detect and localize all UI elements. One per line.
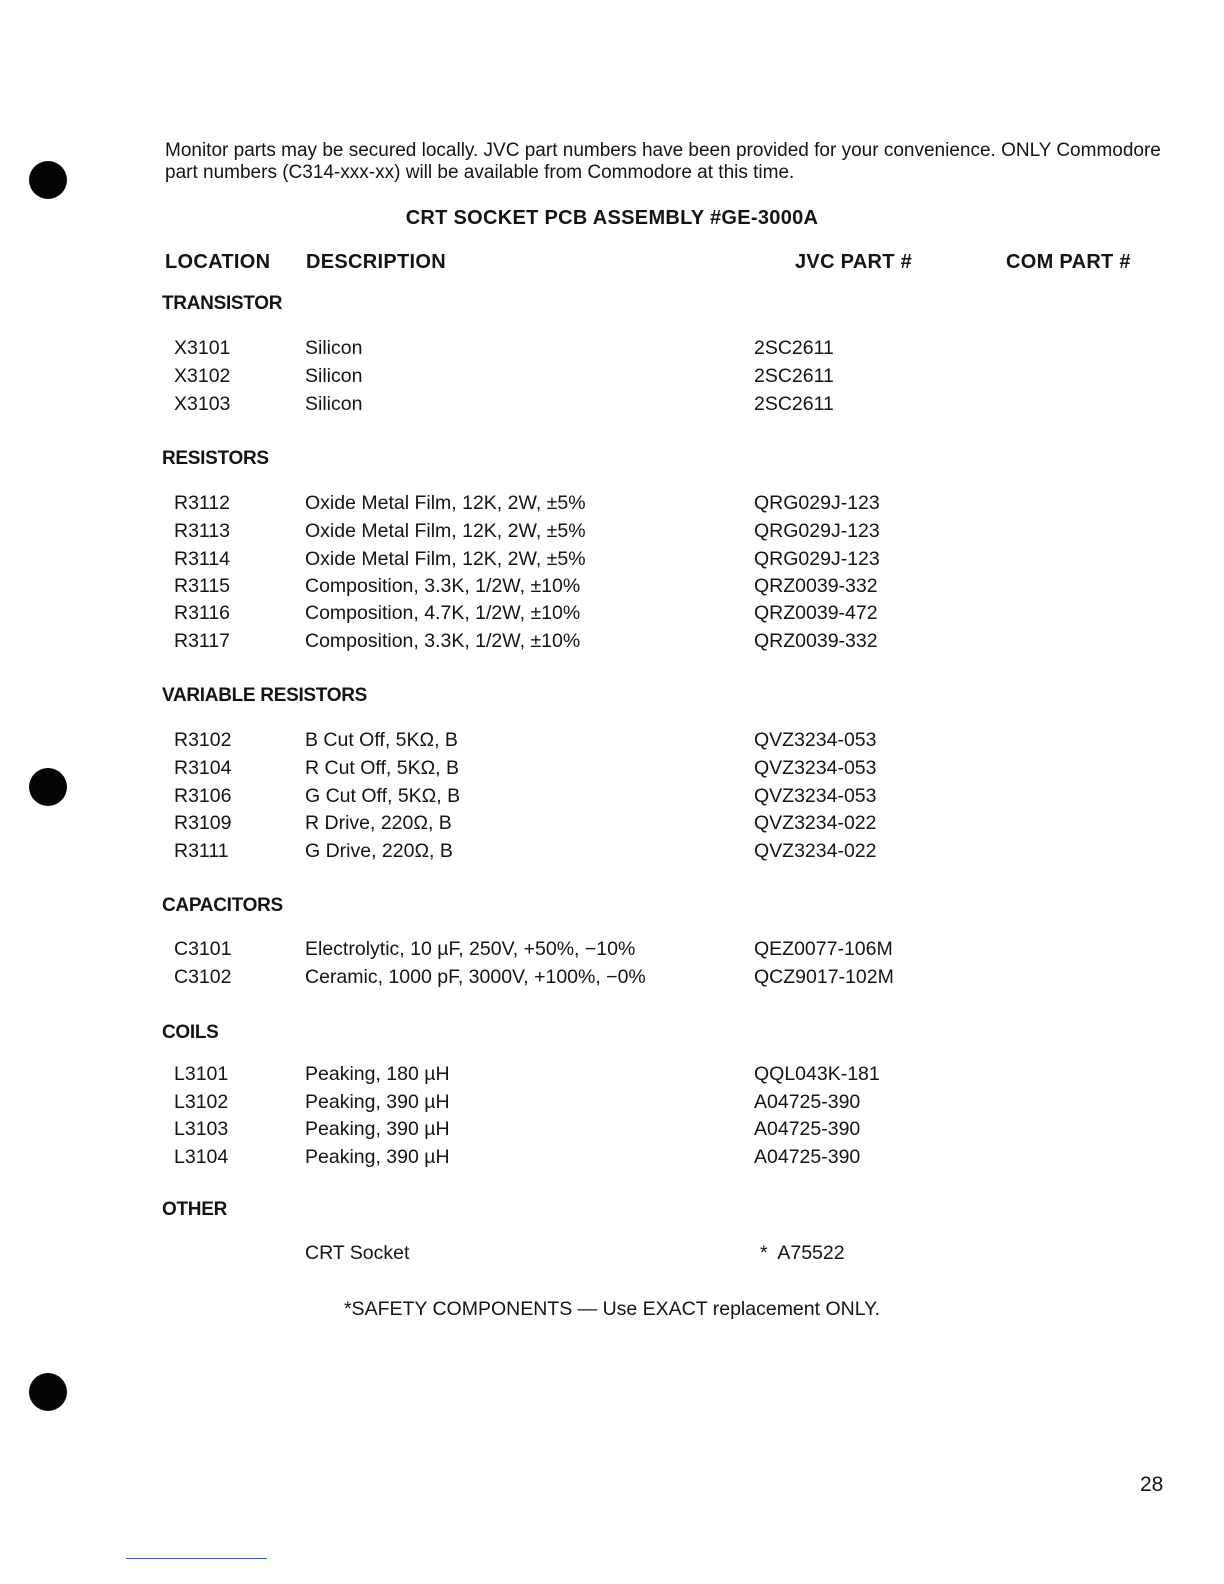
description-cell: CRT Socket xyxy=(305,1242,410,1264)
location-cell: R3111 xyxy=(174,840,229,862)
header-description: DESCRIPTION xyxy=(306,251,446,273)
table-row xyxy=(0,1063,1224,1091)
location-cell: X3101 xyxy=(174,337,231,359)
description-cell: Silicon xyxy=(305,365,363,387)
table-row xyxy=(0,729,1224,757)
footer-rule xyxy=(126,1558,267,1559)
jvc-part-cell: 2SC2611 xyxy=(754,365,834,387)
table-row xyxy=(0,548,1224,576)
section-heading-variable-resistors: VARIABLE RESISTORS xyxy=(162,685,368,706)
jvc-part-cell: QVZ3234-053 xyxy=(754,757,877,779)
table-row xyxy=(0,393,1224,421)
location-cell: R3112 xyxy=(174,492,231,514)
section-heading-other: OTHER xyxy=(162,1199,228,1220)
table-row xyxy=(0,520,1224,548)
header-jvc-part: JVC PART # xyxy=(795,251,913,273)
section-heading-capacitors: CAPACITORS xyxy=(162,895,283,916)
description-cell: Composition, 4.7K, 1/2W, ±10% xyxy=(305,602,581,624)
location-cell: R3106 xyxy=(174,785,232,807)
description-cell: B Cut Off, 5KΩ, B xyxy=(305,729,458,751)
jvc-part-cell: A04725-390 xyxy=(754,1091,861,1113)
page-number: 28 xyxy=(1140,1473,1164,1496)
jvc-part-cell: 2SC2611 xyxy=(754,393,834,415)
table-row xyxy=(0,492,1224,520)
table-row xyxy=(0,812,1224,840)
table-row xyxy=(0,966,1224,994)
description-cell: Oxide Metal Film, 12K, 2W, ±5% xyxy=(305,492,586,514)
location-cell: L3104 xyxy=(174,1146,229,1168)
table-row xyxy=(0,1146,1224,1174)
description-cell: R Cut Off, 5KΩ, B xyxy=(305,757,460,779)
description-cell: Peaking, 390 µH xyxy=(305,1146,450,1168)
jvc-part-cell: QVZ3234-053 xyxy=(754,785,877,807)
jvc-part-cell: A04725-390 xyxy=(754,1118,861,1140)
table-row xyxy=(0,630,1224,658)
table-row xyxy=(0,757,1224,785)
location-cell: C3102 xyxy=(174,966,232,988)
table-row xyxy=(0,365,1224,393)
jvc-part-cell: QEZ0077-106M xyxy=(754,938,893,960)
jvc-part-cell: QVZ3234-022 xyxy=(754,840,877,862)
location-cell: L3103 xyxy=(174,1118,229,1140)
description-cell: Electrolytic, 10 µF, 250V, +50%, −10% xyxy=(305,938,636,960)
table-row xyxy=(0,840,1224,868)
table-row xyxy=(0,1091,1224,1119)
description-cell: Peaking, 180 µH xyxy=(305,1063,450,1085)
binder-hole-bottom xyxy=(29,1373,67,1411)
description-cell: Oxide Metal Film, 12K, 2W, ±5% xyxy=(305,520,586,542)
location-cell: R3102 xyxy=(174,729,232,751)
description-cell: Silicon xyxy=(305,393,363,415)
intro-paragraph: Monitor parts may be secured locally. JVC part numbers have been provided for your convenience. ONLY Commodore part numbers (C314-xxx-xx) will be available from Commodore at this time. xyxy=(165,140,1161,183)
safety-note: *SAFETY COMPONENTS — Use EXACT replacement ONLY. xyxy=(343,1298,881,1320)
table-row xyxy=(0,602,1224,630)
location-cell: X3103 xyxy=(174,393,231,415)
location-cell: R3114 xyxy=(174,548,231,570)
location-cell: L3102 xyxy=(174,1091,229,1113)
jvc-part-cell: QRG029J-123 xyxy=(754,492,880,514)
table-row xyxy=(0,1242,1224,1270)
location-cell: R3109 xyxy=(174,812,232,834)
description-cell: Composition, 3.3K, 1/2W, ±10% xyxy=(305,630,581,652)
section-heading-resistors: RESISTORS xyxy=(162,448,269,469)
jvc-part-cell: * A75522 xyxy=(760,1242,845,1264)
section-heading-coils: COILS xyxy=(162,1022,219,1043)
table-row xyxy=(0,938,1224,966)
jvc-part-cell: QRZ0039-472 xyxy=(754,602,878,624)
jvc-part-cell: QVZ3234-022 xyxy=(754,812,877,834)
jvc-part-cell: QQL043K-181 xyxy=(754,1063,880,1085)
location-cell: R3104 xyxy=(174,757,232,779)
location-cell: R3117 xyxy=(174,630,231,652)
table-row xyxy=(0,785,1224,813)
location-cell: R3115 xyxy=(174,575,231,597)
location-cell: C3101 xyxy=(174,938,232,960)
location-cell: X3102 xyxy=(174,365,231,387)
description-cell: Composition, 3.3K, 1/2W, ±10% xyxy=(305,575,581,597)
table-row xyxy=(0,337,1224,365)
location-cell: R3116 xyxy=(174,602,231,624)
location-cell: L3101 xyxy=(174,1063,229,1085)
jvc-part-cell: QCZ9017-102M xyxy=(754,966,894,988)
jvc-part-cell: QRZ0039-332 xyxy=(754,630,878,652)
jvc-part-cell: QRG029J-123 xyxy=(754,548,880,570)
description-cell: Silicon xyxy=(305,337,363,359)
description-cell: Peaking, 390 µH xyxy=(305,1091,450,1113)
location-cell: R3113 xyxy=(174,520,231,542)
header-com-part: COM PART # xyxy=(1006,251,1131,273)
section-heading-transistor: TRANSISTOR xyxy=(162,293,283,314)
description-cell: Ceramic, 1000 pF, 3000V, +100%, −0% xyxy=(305,966,646,988)
description-cell: R Drive, 220Ω, B xyxy=(305,812,452,834)
table-row xyxy=(0,1118,1224,1146)
description-cell: G Drive, 220Ω, B xyxy=(305,840,453,862)
jvc-part-cell: 2SC2611 xyxy=(754,337,834,359)
header-location: LOCATION xyxy=(165,251,271,273)
description-cell: Peaking, 390 µH xyxy=(305,1118,450,1140)
table-row xyxy=(0,575,1224,603)
jvc-part-cell: QVZ3234-053 xyxy=(754,729,877,751)
jvc-part-cell: A04725-390 xyxy=(754,1146,861,1168)
binder-hole-top xyxy=(29,161,67,199)
description-cell: G Cut Off, 5KΩ, B xyxy=(305,785,461,807)
jvc-part-cell: QRG029J-123 xyxy=(754,520,880,542)
page-title: CRT SOCKET PCB ASSEMBLY #GE-3000A xyxy=(405,207,819,229)
jvc-part-cell: QRZ0039-332 xyxy=(754,575,878,597)
description-cell: Oxide Metal Film, 12K, 2W, ±5% xyxy=(305,548,586,570)
